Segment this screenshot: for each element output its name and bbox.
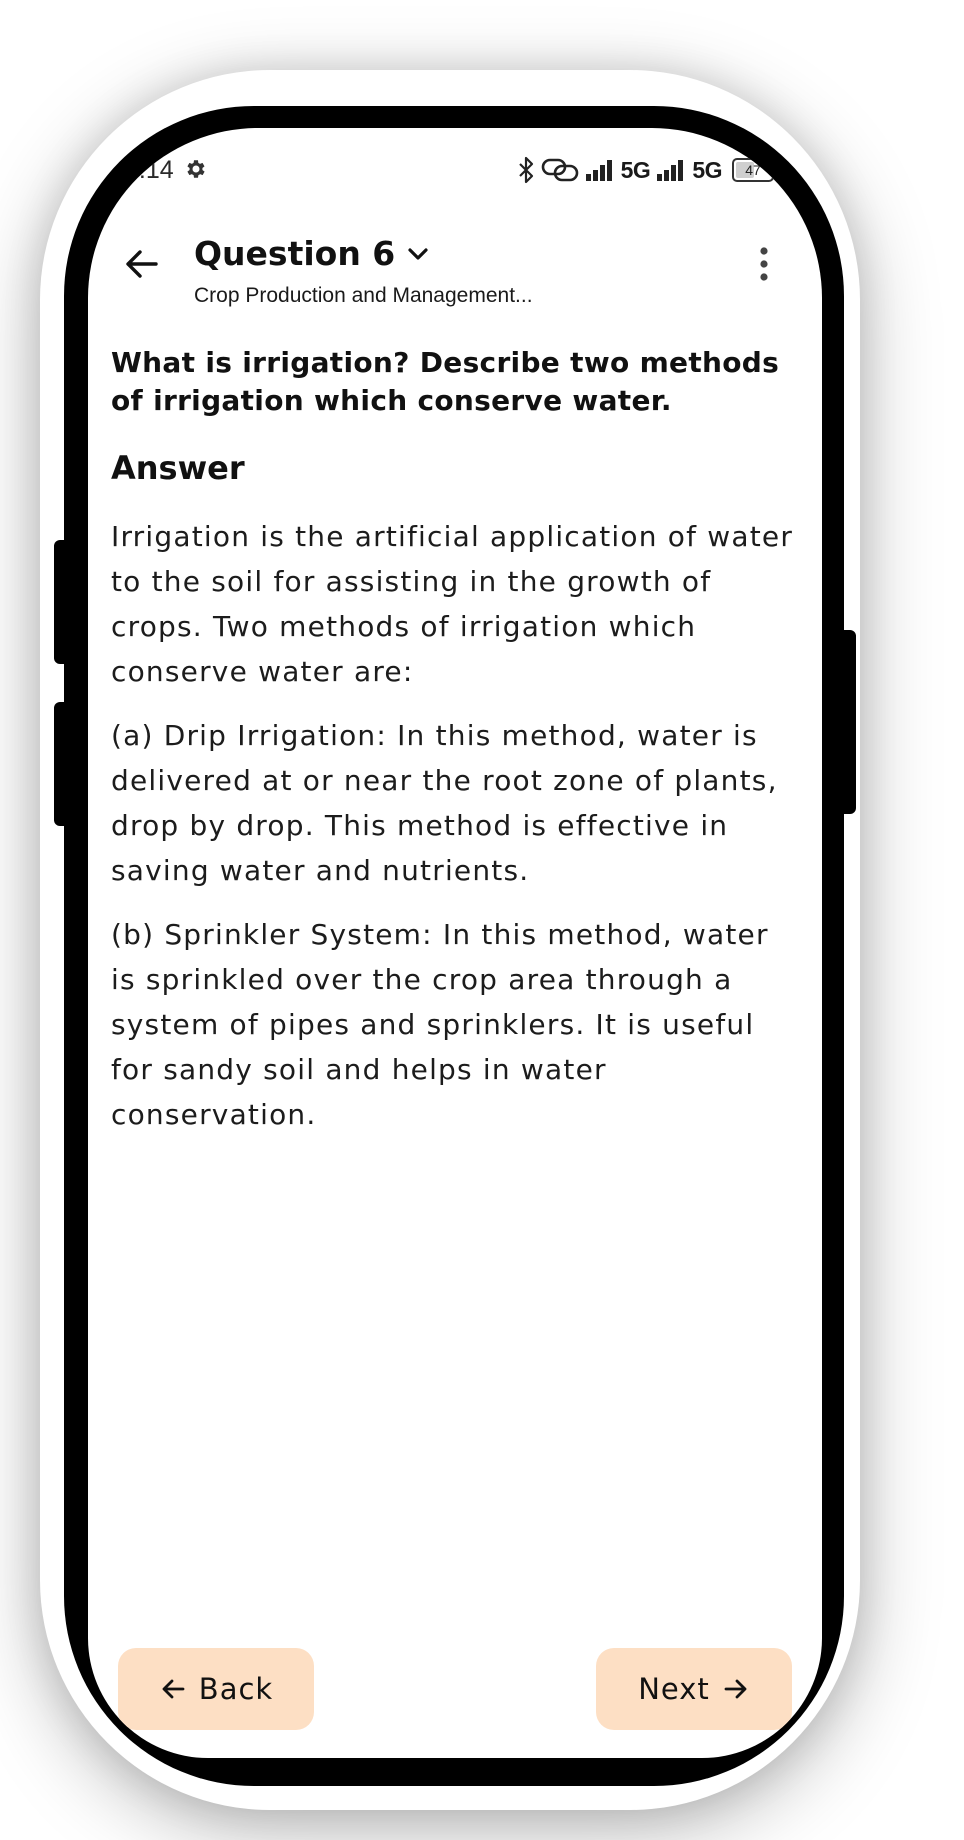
screen [88, 128, 822, 1758]
next-button[interactable] [596, 1648, 792, 1730]
battery-level: 47 [745, 162, 761, 178]
question-content [111, 344, 801, 1137]
status-time: 5:14 [125, 156, 174, 184]
next-button-label: Next [638, 1672, 710, 1706]
status-bar [88, 128, 822, 212]
arrow-right-icon [722, 1675, 750, 1703]
app-bar [88, 212, 822, 332]
answer-paragraph: Irrigation is the artificial application of water to the soil for assisting in the growth of crops. Two methods of irrigation which conserve water are: [111, 520, 794, 688]
question-selector[interactable] [194, 234, 431, 273]
chapter-subtitle: Crop Production and Management... [194, 284, 533, 307]
answer-paragraph: (b) Sprinkler System: In this method, water is sprinkled over the crop area through a system of pipes and sprinklers. It is useful for sandy soil and helps in water conservation. [111, 918, 769, 1131]
back-arrow-icon[interactable] [120, 242, 164, 286]
network-type-label: 5G [692, 156, 722, 183]
bluetooth-icon [517, 156, 535, 184]
gear-icon [184, 157, 208, 181]
signal-icon [585, 158, 615, 182]
arrow-left-icon [159, 1675, 187, 1703]
battery-icon [732, 158, 774, 182]
link-icon [541, 157, 579, 183]
back-button-label: Back [198, 1672, 274, 1706]
network-type-label: 5G [620, 156, 651, 183]
answer-heading: Answer [111, 449, 245, 487]
signal-icon [656, 158, 686, 182]
question-text: What is irrigation? Describe two methods of irrigation which conserve water. [111, 346, 780, 417]
answer-body [111, 514, 801, 1137]
back-button[interactable] [118, 1648, 314, 1730]
page-title: Question 6 [194, 234, 396, 273]
chevron-down-icon [405, 241, 431, 267]
status-icons [517, 154, 774, 186]
more-vertical-icon[interactable] [756, 242, 772, 286]
answer-paragraph: (a) Drip Irrigation: In this method, water is delivered at or near the root zone of plants, drop by drop. This method is effective in saving water and nutrients. [111, 719, 778, 887]
